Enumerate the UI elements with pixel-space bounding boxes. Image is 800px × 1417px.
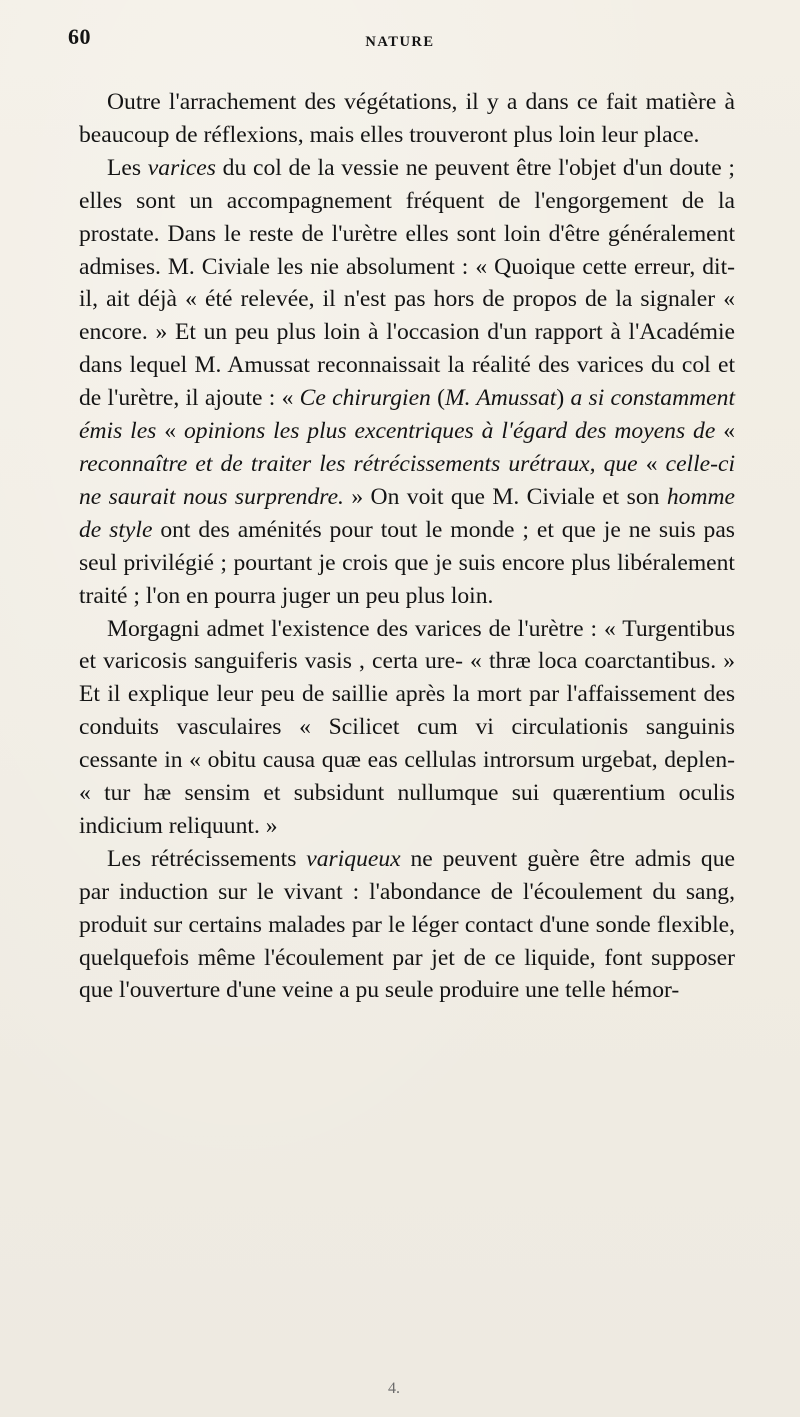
signature-mark: 4. bbox=[388, 1380, 400, 1397]
italic-text-run: opinions les plus excentriques à l'égard des moyens de bbox=[183, 418, 716, 445]
italic-text-run: celle-ci ne saurait nous surprendre. bbox=[79, 450, 736, 510]
body-text bbox=[79, 86, 735, 1007]
italic-text-run: variqueux bbox=[306, 845, 401, 872]
text-run: Les bbox=[107, 154, 148, 181]
italic-text-run: homme de style bbox=[79, 483, 735, 543]
italic-text-run: reconnaître et de traiter les rétrécissements urétraux, que bbox=[79, 450, 638, 477]
text-run: » On voit que M. Civiale et son bbox=[343, 483, 667, 510]
running-head: NATURE bbox=[365, 34, 435, 50]
italic-text-run: varices bbox=[147, 154, 216, 181]
italic-text-run: a si constamment émis les bbox=[79, 385, 736, 445]
italic-text-run: M. Amussat bbox=[444, 385, 557, 412]
text-run: Les rétrécissements bbox=[107, 845, 307, 872]
text-run: ont des aménités pour tout le monde ; et que je ne suis pas seul privilégié ; pourtant je crois que je suis encore plus libéralement traité ; l'on en pourra juger un peu plus loin. bbox=[79, 516, 735, 609]
paragraph bbox=[79, 86, 735, 152]
text-run: Outre l'arrachement des végétations, il y a dans ce fait matière à beaucoup de réflexions, mais elles trouveront plus loin leur place. bbox=[79, 89, 735, 148]
page-number: 60 bbox=[68, 24, 91, 49]
italic-text-run: Ce chirurgien bbox=[299, 385, 431, 412]
text-run: du col de la vessie ne peuvent être l'objet d'un doute ; elles sont un accompagnement fréquent de l'engorgement de la prostate. Dans le reste de l'urètre elles sont loin d'être généralement admises. M. Civiale les nie absolument : « Quoique cette erreur, dit-il, ait déjà « été relevée, il n'est pas hors de propos de la signaler « encore. » Et un peu plus loin à l'occasion d'un rapport à l'Académie dans lequel M. Amussat reconnaissait la réalité des varices du col et de l'urètre, il ajoute : « bbox=[79, 154, 735, 412]
text-run: Morgagni admet l'existence des varices de l'urètre : « Turgentibus et varicosis sanguiferis vasis , certa ure- « thræ loca coarctantibus. » Et il explique leur peu de saillie après la mort par l'affaissement des conduits vasculaires « Scilicet cum vi circulationis sanguinis cessante in « obitu causa quæ eas cellulas introrsum urgebat, deplen- « tur hæ sensim et subsidunt nullumque sui quærentium oculis indicium reliquunt. » bbox=[79, 615, 735, 839]
paragraph bbox=[79, 152, 735, 613]
text-run: ) bbox=[556, 385, 571, 412]
paragraph bbox=[79, 613, 735, 843]
page-header bbox=[0, 24, 800, 64]
text-run: ( bbox=[430, 385, 445, 412]
text-run: ne peuvent guère être admis que par induction sur le vivant : l'abondance de l'écoulement du sang, produit sur certains malades par le léger contact d'une sonde flexible, quelquefois même l'écoulement par jet de ce liquide, font supposer que l'ouverture d'une veine a pu seule produire une telle hémor- bbox=[79, 845, 736, 1004]
text-run: « bbox=[156, 418, 184, 445]
text-run: « bbox=[715, 418, 736, 445]
paragraph bbox=[79, 843, 735, 1008]
text-run: « bbox=[637, 450, 666, 477]
